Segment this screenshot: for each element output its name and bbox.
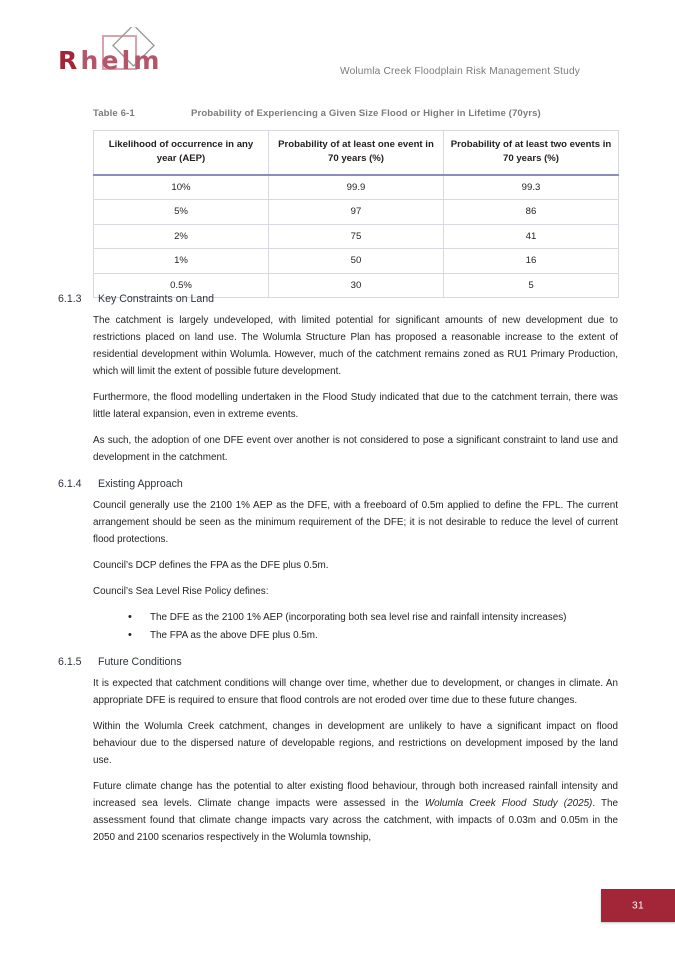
table-header-cell-aep: Likelihood of occurrence in any year (AEP) <box>94 131 269 175</box>
page-footer <box>601 889 675 922</box>
table-header-cell-two-events: Probability of at least two events in 70 years (%) <box>444 131 619 175</box>
paragraph-part-1: Future climate change has the potential to alter existing flood behaviour, through both increased rainfall intensity and increased sea levels. Climate change impacts were assessed in the <box>93 781 618 810</box>
paragraph: Council’s Sea Level Rise Policy defines: <box>93 586 269 598</box>
paragraph: It is expected that catchment conditions will change over time, whether due to development, or changes in climate. An appropriate DFE is required to ensure that flood controls are not eroded over time due to these future changes. <box>93 677 618 706</box>
paragraph: Council’s DCP defines the FPA as the DFE plus 0.5m. <box>93 560 329 571</box>
table-caption <box>93 108 541 119</box>
table-cell-aep: 2% <box>94 224 269 248</box>
section-number: 6.1.4 <box>58 478 82 491</box>
paragraph: Within the Wolumla Creek catchment, changes in development are unlikely to have a significant impact on flood behaviour due to the dispersed nature of developable regions, and restrictions on development imposed by the land use. <box>93 721 618 767</box>
table-cell-two-events: 99.3 <box>444 175 619 200</box>
section-heading-615 <box>0 655 675 670</box>
table-cell-one-event: 97 <box>269 200 444 224</box>
bullet-list <box>0 609 675 644</box>
table-cell-two-events: 5 <box>444 273 619 297</box>
section-title: Existing Approach <box>98 478 183 491</box>
table-cell-two-events: 16 <box>444 249 619 273</box>
logo-wordmark <box>58 48 163 73</box>
logo-letter-r: R <box>58 46 81 75</box>
paragraph-with-citation <box>0 778 675 846</box>
header-document-title: Wolumla Creek Floodplain Risk Management Study <box>340 66 580 77</box>
table-cell-one-event: 99.9 <box>269 175 444 200</box>
table-cell-aep: 1% <box>94 249 269 273</box>
table-header-row <box>94 131 619 175</box>
section-heading-613 <box>0 292 675 307</box>
cited-study-title: Wolumla Creek Flood Study (2025) <box>424 798 593 810</box>
page-number: 31 <box>632 900 644 911</box>
section-title: Key Constraints on Land <box>98 293 215 305</box>
table-row <box>94 200 619 224</box>
table-cell-two-events: 86 <box>444 200 619 224</box>
table-cell-aep: 5% <box>94 200 269 224</box>
list-item: • The DFE as the 2100 1% AEP (incorporating both sea level rise and rainfall intensity increases) <box>128 609 618 626</box>
list-item: • The FPA as the above DFE plus 0.5m. <box>128 627 618 644</box>
logo-letters-helm: helm <box>80 46 163 75</box>
document-body <box>0 292 675 855</box>
table-caption-number: Table 6-1 <box>93 108 135 119</box>
table-row <box>94 224 619 248</box>
table-cell-one-event: 50 <box>269 249 444 273</box>
section-number: 6.1.5 <box>58 656 82 669</box>
paragraph: As such, the adoption of one DFE event over another is not considered to pose a significant constraint to land use and development in the catchment. <box>93 435 618 464</box>
section-heading-614 <box>0 477 675 492</box>
rhelm-logo <box>58 26 228 86</box>
paragraph-part-2: . The assessment found that climate change impacts vary across the catchment, with impacts of 0.03m and 0.05m in the 2050 and 2100 scenarios respectively in the Wolumla township, <box>93 798 619 844</box>
table-row <box>94 249 619 273</box>
probability-table <box>93 130 619 298</box>
table-cell-aep: 10% <box>94 175 269 200</box>
table-header-cell-one-event: Probability of at least one event in 70 years (%) <box>269 131 444 175</box>
table-cell-two-events: 41 <box>444 224 619 248</box>
page-header <box>0 26 675 88</box>
paragraph: Furthermore, the flood modelling undertaken in the Flood Study indicated that due to the catchment terrain, there was little lateral expansion, even in extreme events. <box>93 391 618 420</box>
table-cell-one-event: 75 <box>269 224 444 248</box>
section-title: Future Conditions <box>98 656 182 669</box>
table-caption-text: Probability of Experiencing a Given Size Flood or Higher in Lifetime (70yrs) <box>191 108 541 119</box>
section-number: 6.1.3 <box>58 293 82 305</box>
table-cell-one-event: 30 <box>269 273 444 297</box>
table-row <box>94 175 619 200</box>
paragraph: The catchment is largely undeveloped, with limited potential for significant amounts of new development due to restrictions placed on land use. The Wolumla Structure Plan has proposed a reasonable increase to the extent of residential development within Wolumla. However, much of the catchment remains zoned as RU1 Primary Production, which will limit the extent of possible future development. <box>93 314 618 377</box>
table-cell-aep: 0.5% <box>94 273 269 297</box>
paragraph: Council generally use the 2100 1% AEP as the DFE, with a freeboard of 0.5m applied to define the FPL. The current arrangement should be seen as the minimum requirement of the DFE; it is not desirable to reduce the level of current flood protections. <box>93 499 618 545</box>
